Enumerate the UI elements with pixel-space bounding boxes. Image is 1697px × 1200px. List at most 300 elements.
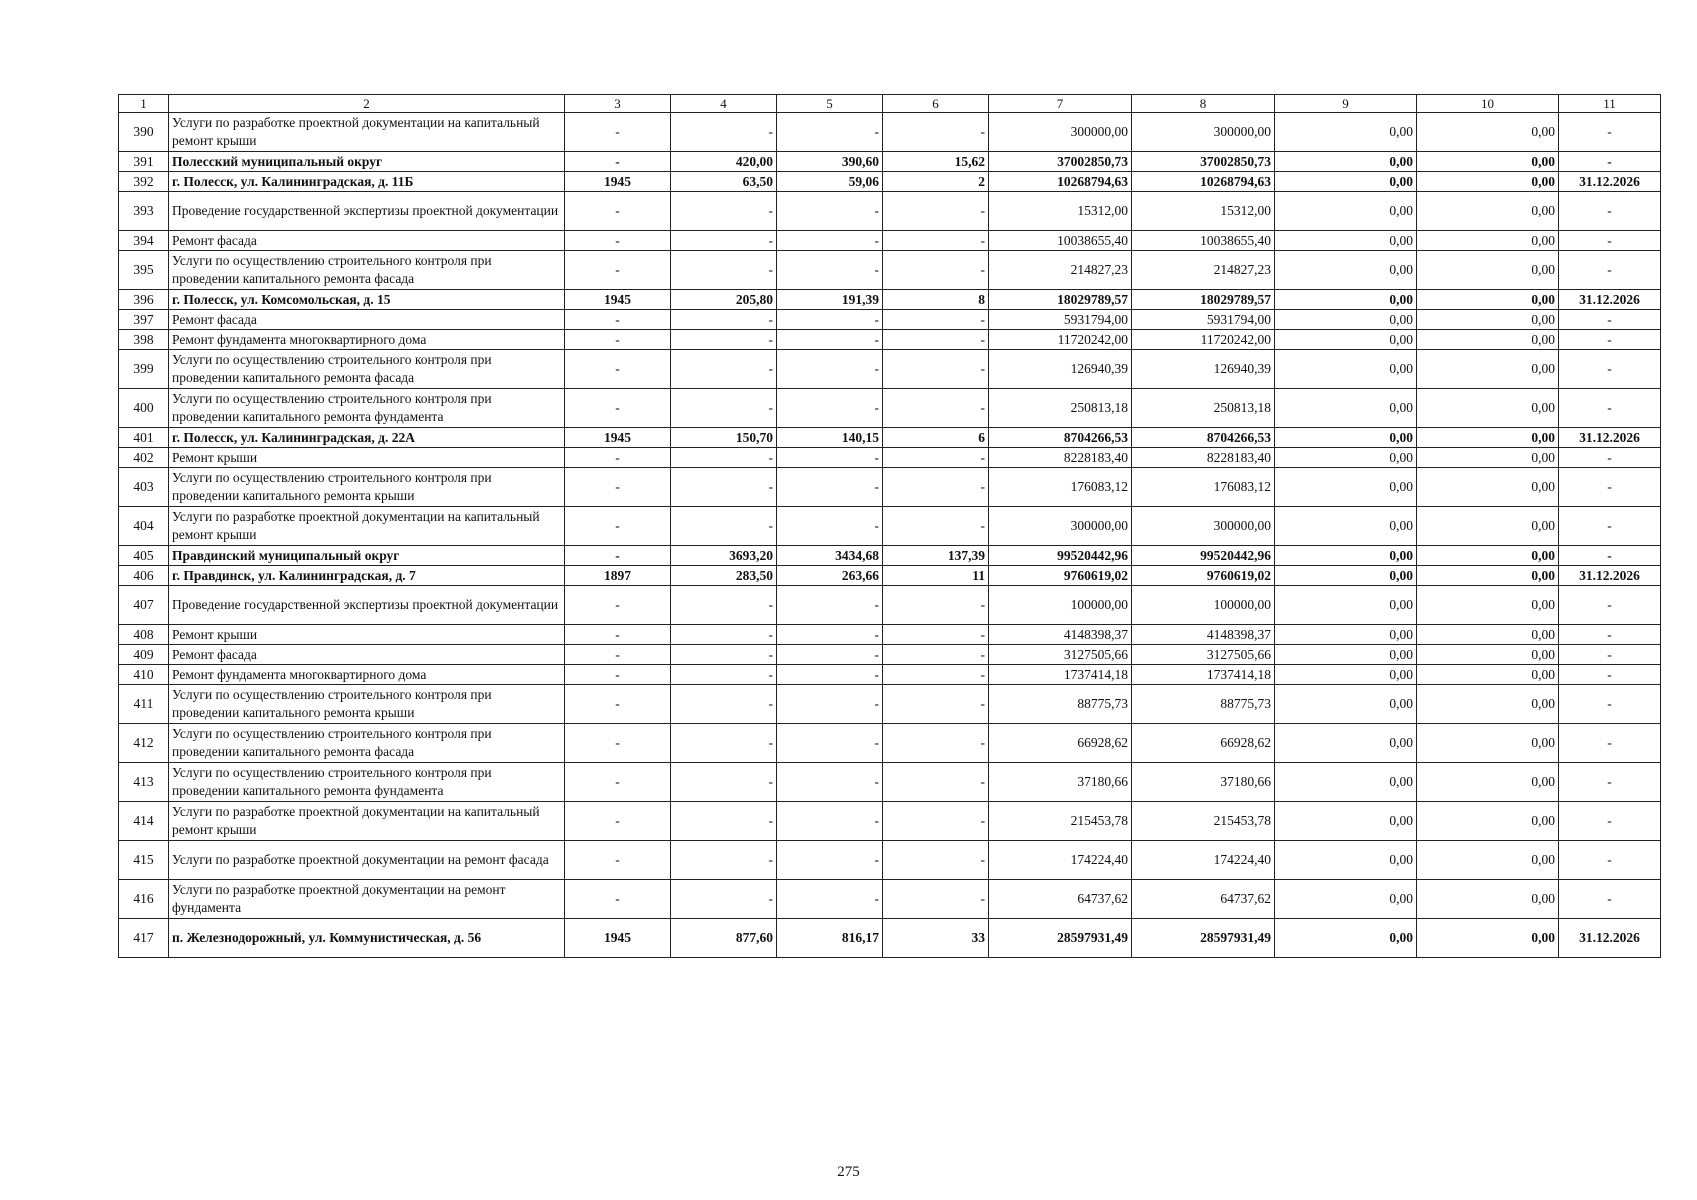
- table-cell: -: [777, 665, 883, 685]
- table-cell: 0,00: [1275, 880, 1417, 919]
- table-row: [119, 350, 1661, 389]
- column-number-cell: 3: [565, 95, 671, 113]
- row-description-cell: Ремонт фасада: [169, 231, 565, 251]
- row-number-cell: 402: [119, 448, 169, 468]
- table-cell: 877,60: [671, 919, 777, 958]
- table-cell: -: [777, 685, 883, 724]
- table-cell: -: [671, 880, 777, 919]
- table-cell: -: [565, 645, 671, 665]
- table-cell: 88775,73: [989, 685, 1132, 724]
- table-cell: -: [883, 841, 989, 880]
- row-number-cell: 398: [119, 330, 169, 350]
- row-number-cell: 413: [119, 763, 169, 802]
- table-cell: -: [1559, 507, 1661, 546]
- table-row-group: [119, 152, 1661, 172]
- row-description-cell: Ремонт фундамента многоквартирного дома: [169, 330, 565, 350]
- table-cell: -: [883, 685, 989, 724]
- table-cell: 33: [883, 919, 989, 958]
- row-description-cell: г. Полесск, ул. Калининградская, д. 11Б: [169, 172, 565, 192]
- table-cell: 0,00: [1417, 880, 1559, 919]
- table-cell: 214827,23: [1132, 251, 1275, 290]
- table-cell: -: [1559, 231, 1661, 251]
- table-cell: 0,00: [1275, 172, 1417, 192]
- table-cell: 215453,78: [989, 802, 1132, 841]
- row-number-cell: 410: [119, 665, 169, 685]
- table-cell: -: [671, 448, 777, 468]
- table-cell: 0,00: [1275, 841, 1417, 880]
- column-number-cell: 6: [883, 95, 989, 113]
- table-cell: -: [883, 192, 989, 231]
- table-row: [119, 665, 1661, 685]
- table-cell: 0,00: [1275, 763, 1417, 802]
- table-cell: -: [883, 468, 989, 507]
- table-cell: 18029789,57: [1132, 290, 1275, 310]
- table-row: [119, 625, 1661, 645]
- table-cell: -: [671, 586, 777, 625]
- table-cell: 0,00: [1275, 290, 1417, 310]
- table-row: [119, 724, 1661, 763]
- table-cell: -: [883, 113, 989, 152]
- table-cell: -: [777, 389, 883, 428]
- table-cell: 8228183,40: [1132, 448, 1275, 468]
- row-number-cell: 397: [119, 310, 169, 330]
- table-cell: -: [777, 251, 883, 290]
- table-cell: -: [671, 231, 777, 251]
- table-cell: -: [565, 665, 671, 685]
- table-cell: -: [565, 724, 671, 763]
- table-cell: -: [1559, 546, 1661, 566]
- row-description-cell: Услуги по разработке проектной документации на капитальный ремонт крыши: [169, 802, 565, 841]
- table-cell: -: [1559, 350, 1661, 389]
- table-cell: -: [1559, 665, 1661, 685]
- table-cell: 2: [883, 172, 989, 192]
- table-cell: 0,00: [1417, 566, 1559, 586]
- row-number-cell: 408: [119, 625, 169, 645]
- table-row: [119, 586, 1661, 625]
- table-cell: 37180,66: [989, 763, 1132, 802]
- table-cell: 64737,62: [1132, 880, 1275, 919]
- row-description-cell: Ремонт фундамента многоквартирного дома: [169, 665, 565, 685]
- row-number-cell: 411: [119, 685, 169, 724]
- row-description-cell: Ремонт крыши: [169, 448, 565, 468]
- table-cell: 100000,00: [989, 586, 1132, 625]
- table-cell: -: [671, 330, 777, 350]
- table-cell: -: [565, 546, 671, 566]
- table-cell: 0,00: [1417, 763, 1559, 802]
- table-cell: 0,00: [1417, 172, 1559, 192]
- table-cell: -: [1559, 389, 1661, 428]
- row-description-cell: Услуги по осуществлению строительного контроля при проведении капитального ремонта фасада: [169, 724, 565, 763]
- table-row-group: [119, 546, 1661, 566]
- table-cell: 0,00: [1275, 152, 1417, 172]
- table-cell: 31.12.2026: [1559, 172, 1661, 192]
- table-cell: -: [777, 507, 883, 546]
- column-number-cell: 4: [671, 95, 777, 113]
- row-number-cell: 396: [119, 290, 169, 310]
- table-cell: 31.12.2026: [1559, 428, 1661, 448]
- table-cell: 37180,66: [1132, 763, 1275, 802]
- table-cell: -: [565, 685, 671, 724]
- table-cell: -: [777, 586, 883, 625]
- table-cell: 11720242,00: [989, 330, 1132, 350]
- table-cell: -: [777, 625, 883, 645]
- table-cell: -: [565, 880, 671, 919]
- table-cell: -: [1559, 763, 1661, 802]
- table-cell: 300000,00: [989, 113, 1132, 152]
- table-row: [119, 645, 1661, 665]
- table-cell: 1945: [565, 172, 671, 192]
- table-cell: 31.12.2026: [1559, 919, 1661, 958]
- row-description-cell: Услуги по разработке проектной документации на капитальный ремонт крыши: [169, 507, 565, 546]
- table-cell: -: [883, 310, 989, 330]
- table-row: [119, 880, 1661, 919]
- table-cell: 0,00: [1275, 350, 1417, 389]
- row-number-cell: 407: [119, 586, 169, 625]
- table-cell: 0,00: [1275, 448, 1417, 468]
- row-description-cell: Услуги по осуществлению строительного контроля при проведении капитального ремонта фасада: [169, 251, 565, 290]
- table-cell: -: [565, 113, 671, 152]
- row-description-cell: Ремонт фасада: [169, 310, 565, 330]
- row-description-cell: Услуги по осуществлению строительного контроля при проведении капитального ремонта фасада: [169, 350, 565, 389]
- row-description-cell: Услуги по разработке проектной документации на ремонт фасада: [169, 841, 565, 880]
- table-cell: 5931794,00: [989, 310, 1132, 330]
- table-cell: 176083,12: [989, 468, 1132, 507]
- table-cell: -: [777, 802, 883, 841]
- table-cell: 1945: [565, 428, 671, 448]
- table-cell: 0,00: [1275, 330, 1417, 350]
- table-cell: -: [777, 350, 883, 389]
- table-cell: 99520442,96: [1132, 546, 1275, 566]
- table-cell: -: [883, 350, 989, 389]
- table-cell: 0,00: [1275, 625, 1417, 645]
- table-cell: -: [883, 724, 989, 763]
- table-cell: 0,00: [1275, 724, 1417, 763]
- column-number-cell: 1: [119, 95, 169, 113]
- table-cell: -: [565, 350, 671, 389]
- table-cell: -: [671, 507, 777, 546]
- row-number-cell: 415: [119, 841, 169, 880]
- table-cell: 150,70: [671, 428, 777, 448]
- table-cell: 300000,00: [1132, 507, 1275, 546]
- table-cell: -: [671, 113, 777, 152]
- table-cell: -: [671, 468, 777, 507]
- table-cell: -: [565, 468, 671, 507]
- table-row-group: [119, 428, 1661, 448]
- table-cell: 0,00: [1417, 625, 1559, 645]
- table-cell: -: [883, 251, 989, 290]
- table-cell: 0,00: [1417, 919, 1559, 958]
- table-cell: 37002850,73: [1132, 152, 1275, 172]
- row-description-cell: п. Железнодорожный, ул. Коммунистическая, д. 56: [169, 919, 565, 958]
- table-cell: 3693,20: [671, 546, 777, 566]
- table-cell: -: [1559, 625, 1661, 645]
- table-row: [119, 685, 1661, 724]
- table-cell: -: [565, 448, 671, 468]
- table-cell: 250813,18: [989, 389, 1132, 428]
- table-cell: -: [1559, 310, 1661, 330]
- table-cell: 0,00: [1417, 724, 1559, 763]
- table-cell: -: [883, 880, 989, 919]
- table-cell: 283,50: [671, 566, 777, 586]
- table-cell: -: [1559, 841, 1661, 880]
- table-cell: -: [671, 310, 777, 330]
- table-cell: 0,00: [1275, 113, 1417, 152]
- table-cell: 0,00: [1417, 310, 1559, 330]
- table-cell: -: [671, 350, 777, 389]
- table-cell: 10268794,63: [989, 172, 1132, 192]
- row-description-cell: Проведение государственной экспертизы проектной документации: [169, 192, 565, 231]
- table-cell: -: [671, 251, 777, 290]
- table-cell: 0,00: [1417, 645, 1559, 665]
- table-cell: 66928,62: [989, 724, 1132, 763]
- table-cell: 0,00: [1417, 468, 1559, 507]
- table-row: [119, 448, 1661, 468]
- column-number-row: [119, 95, 1661, 113]
- table-cell: 0,00: [1417, 802, 1559, 841]
- row-description-cell: Услуги по осуществлению строительного контроля при проведении капитального ремонта фундамента: [169, 763, 565, 802]
- table-cell: -: [671, 625, 777, 645]
- table-cell: 1945: [565, 290, 671, 310]
- table-cell: -: [671, 645, 777, 665]
- table-cell: 0,00: [1275, 231, 1417, 251]
- table-cell: -: [883, 763, 989, 802]
- table-cell: 0,00: [1275, 389, 1417, 428]
- table-cell: 3127505,66: [1132, 645, 1275, 665]
- column-number-cell: 9: [1275, 95, 1417, 113]
- table-cell: 300000,00: [1132, 113, 1275, 152]
- table-cell: -: [777, 192, 883, 231]
- table-cell: 15,62: [883, 152, 989, 172]
- table-cell: 9760619,02: [1132, 566, 1275, 586]
- table-cell: -: [565, 586, 671, 625]
- table-cell: 0,00: [1275, 310, 1417, 330]
- table-cell: -: [883, 231, 989, 251]
- table-cell: -: [671, 763, 777, 802]
- table-row: [119, 310, 1661, 330]
- table-cell: -: [1559, 468, 1661, 507]
- table-cell: -: [1559, 586, 1661, 625]
- table-cell: 174224,40: [989, 841, 1132, 880]
- table-row: [119, 389, 1661, 428]
- table-cell: 10038655,40: [989, 231, 1132, 251]
- table-row: [119, 468, 1661, 507]
- table-cell: 0,00: [1417, 507, 1559, 546]
- table-cell: -: [671, 802, 777, 841]
- row-description-cell: Услуги по осуществлению строительного контроля при проведении капитального ремонта крыши: [169, 468, 565, 507]
- table-row-group: [119, 290, 1661, 310]
- table-cell: -: [671, 192, 777, 231]
- table-cell: -: [777, 763, 883, 802]
- table-cell: -: [565, 507, 671, 546]
- table-cell: 0,00: [1275, 802, 1417, 841]
- row-number-cell: 406: [119, 566, 169, 586]
- table-row: [119, 841, 1661, 880]
- table-cell: 15312,00: [989, 192, 1132, 231]
- table-row: [119, 113, 1661, 152]
- table-cell: 6: [883, 428, 989, 448]
- table-cell: -: [671, 685, 777, 724]
- table-cell: 0,00: [1417, 231, 1559, 251]
- table-cell: 5931794,00: [1132, 310, 1275, 330]
- table-cell: 8704266,53: [989, 428, 1132, 448]
- table-cell: 31.12.2026: [1559, 290, 1661, 310]
- table-cell: 11720242,00: [1132, 330, 1275, 350]
- table-cell: 10038655,40: [1132, 231, 1275, 251]
- table-cell: -: [671, 665, 777, 685]
- table-row: [119, 231, 1661, 251]
- table-cell: 0,00: [1275, 251, 1417, 290]
- table-cell: 0,00: [1275, 665, 1417, 685]
- row-description-cell: Услуги по осуществлению строительного контроля при проведении капитального ремонта крыши: [169, 685, 565, 724]
- table-cell: 0,00: [1275, 685, 1417, 724]
- table-cell: -: [883, 507, 989, 546]
- table-cell: -: [883, 448, 989, 468]
- row-number-cell: 399: [119, 350, 169, 389]
- table-row: [119, 507, 1661, 546]
- table-cell: 0,00: [1275, 192, 1417, 231]
- table-cell: -: [1559, 802, 1661, 841]
- row-number-cell: 416: [119, 880, 169, 919]
- table-cell: 0,00: [1417, 152, 1559, 172]
- table-cell: -: [1559, 152, 1661, 172]
- table-cell: 0,00: [1275, 546, 1417, 566]
- table-cell: 66928,62: [1132, 724, 1275, 763]
- table-cell: -: [1559, 724, 1661, 763]
- table-row: [119, 251, 1661, 290]
- row-number-cell: 390: [119, 113, 169, 152]
- table-cell: 420,00: [671, 152, 777, 172]
- table-cell: 8228183,40: [989, 448, 1132, 468]
- row-number-cell: 417: [119, 919, 169, 958]
- row-description-cell: Услуги по разработке проектной документации на капитальный ремонт крыши: [169, 113, 565, 152]
- row-number-cell: 412: [119, 724, 169, 763]
- column-number-cell: 2: [169, 95, 565, 113]
- table-cell: 0,00: [1275, 919, 1417, 958]
- table-cell: -: [883, 389, 989, 428]
- table-cell: 0,00: [1417, 685, 1559, 724]
- row-description-cell: Ремонт крыши: [169, 625, 565, 645]
- table-cell: 816,17: [777, 919, 883, 958]
- table-cell: -: [777, 231, 883, 251]
- data-table: [118, 94, 1661, 958]
- table-cell: 99520442,96: [989, 546, 1132, 566]
- table-cell: -: [1559, 251, 1661, 290]
- table-cell: 0,00: [1275, 507, 1417, 546]
- table-row-group: [119, 919, 1661, 958]
- row-description-cell: Услуги по разработке проектной документации на ремонт фундамента: [169, 880, 565, 919]
- table-cell: 0,00: [1275, 645, 1417, 665]
- table-cell: -: [565, 251, 671, 290]
- table-cell: 11: [883, 566, 989, 586]
- table-cell: 0,00: [1275, 566, 1417, 586]
- table-cell: -: [777, 310, 883, 330]
- table-cell: 64737,62: [989, 880, 1132, 919]
- table-cell: 0,00: [1417, 586, 1559, 625]
- table-cell: -: [565, 310, 671, 330]
- table-cell: -: [671, 841, 777, 880]
- table-cell: 1945: [565, 919, 671, 958]
- table-cell: 126940,39: [989, 350, 1132, 389]
- table-cell: 137,39: [883, 546, 989, 566]
- table-cell: -: [777, 645, 883, 665]
- table-cell: -: [777, 113, 883, 152]
- row-number-cell: 401: [119, 428, 169, 448]
- row-number-cell: 404: [119, 507, 169, 546]
- table-cell: -: [671, 724, 777, 763]
- table-cell: -: [777, 330, 883, 350]
- row-number-cell: 394: [119, 231, 169, 251]
- table-cell: 0,00: [1275, 468, 1417, 507]
- table-cell: 0,00: [1417, 546, 1559, 566]
- table-cell: -: [1559, 448, 1661, 468]
- row-description-cell: Проведение государственной экспертизы проектной документации: [169, 586, 565, 625]
- table-cell: 28597931,49: [1132, 919, 1275, 958]
- table-cell: 28597931,49: [989, 919, 1132, 958]
- row-number-cell: 400: [119, 389, 169, 428]
- table-cell: 63,50: [671, 172, 777, 192]
- table-cell: 174224,40: [1132, 841, 1275, 880]
- column-number-cell: 7: [989, 95, 1132, 113]
- table-cell: -: [777, 468, 883, 507]
- table-cell: 1737414,18: [989, 665, 1132, 685]
- table-cell: 0,00: [1275, 428, 1417, 448]
- row-number-cell: 405: [119, 546, 169, 566]
- table-cell: 9760619,02: [989, 566, 1132, 586]
- table-cell: 0,00: [1417, 448, 1559, 468]
- table-cell: -: [883, 625, 989, 645]
- table-cell: -: [671, 389, 777, 428]
- row-description-cell: г. Правдинск, ул. Калининградская, д. 7: [169, 566, 565, 586]
- row-number-cell: 403: [119, 468, 169, 507]
- table-row: [119, 802, 1661, 841]
- table-cell: 0,00: [1417, 330, 1559, 350]
- table-cell: 37002850,73: [989, 152, 1132, 172]
- table-cell: 8704266,53: [1132, 428, 1275, 448]
- row-number-cell: 414: [119, 802, 169, 841]
- column-number-cell: 11: [1559, 95, 1661, 113]
- table-cell: -: [883, 645, 989, 665]
- table-cell: -: [565, 152, 671, 172]
- table-body: [119, 113, 1661, 958]
- table-cell: -: [565, 625, 671, 645]
- table-cell: 0,00: [1417, 389, 1559, 428]
- row-number-cell: 409: [119, 645, 169, 665]
- table-row: [119, 330, 1661, 350]
- table-cell: -: [565, 231, 671, 251]
- table-cell: 0,00: [1417, 350, 1559, 389]
- row-description-cell: г. Полесск, ул. Калининградская, д. 22А: [169, 428, 565, 448]
- row-description-cell: Ремонт фасада: [169, 645, 565, 665]
- table-cell: -: [1559, 685, 1661, 724]
- table-cell: -: [777, 841, 883, 880]
- table-cell: 0,00: [1417, 290, 1559, 310]
- table-cell: -: [1559, 113, 1661, 152]
- table-cell: 215453,78: [1132, 802, 1275, 841]
- table-cell: -: [883, 802, 989, 841]
- table-cell: 3127505,66: [989, 645, 1132, 665]
- table-cell: 15312,00: [1132, 192, 1275, 231]
- table-cell: -: [565, 389, 671, 428]
- table-cell: 250813,18: [1132, 389, 1275, 428]
- column-number-cell: 5: [777, 95, 883, 113]
- column-number-cell: 8: [1132, 95, 1275, 113]
- table-cell: -: [1559, 645, 1661, 665]
- table-cell: 88775,73: [1132, 685, 1275, 724]
- table-cell: -: [565, 802, 671, 841]
- table-row: [119, 192, 1661, 231]
- table-cell: 8: [883, 290, 989, 310]
- table-cell: 3434,68: [777, 546, 883, 566]
